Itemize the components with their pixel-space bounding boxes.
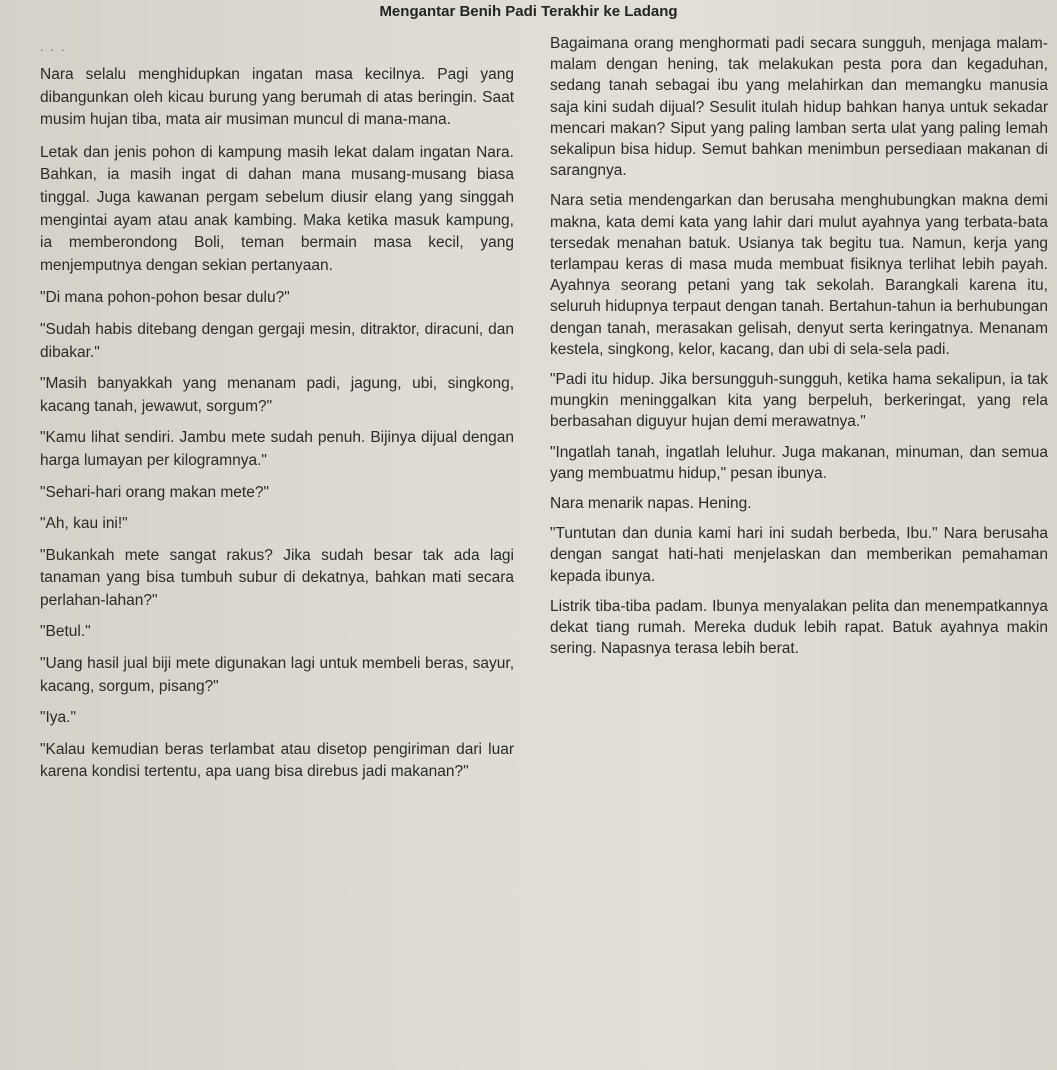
dialogue-line: "Padi itu hidup. Jika bersungguh-sungguh, ketika hama sekalipun, ia tak mungkin meninggalkan kita yang berpeluh, berkeringat, yang rela berbasahan diguyur hujan demi merawatnya." [550,371,1048,431]
dialogue-line: "Di mana pohon-pohon besar dulu?" [40,289,290,307]
paragraph: Bagaimana orang menghormati padi secara sungguh, menjaga malam-malam dengan hening, tak melakukan pesta pora dan kegaduhan, sedang tanah sebagai ibu yang melahirkan dan memangku manusia saja kini sudah dijual? Sesulit itulah hidup bahkan hanya untuk sekadar mencari makan? Siput yang paling lamban serta ulat yang paling lemah sekalipun bisa hidup. Semut bahkan menimbun persediaan makanan di sarangnya. [550,35,1048,180]
dialogue-line: "Masih banyakkah yang menanam padi, jagung, ubi, singkong, kacang tanah, jewawut, sorgum?" [40,375,514,415]
right-column [550,33,1048,668]
dialogue-line: "Sehari-hari orang makan mete?" [40,483,269,501]
dialogue-line: "Kamu lihat sendiri. Jambu mete sudah penuh. Bijinya dijual dengan harga lumayan per kilogramnya." [40,429,514,469]
page-title: Mengantar Benih Padi Terakhir ke Ladang [379,3,678,20]
dialogue-line: "Bukankah mete sangat rakus? Jika sudah besar tak ada lagi tanaman yang bisa tumbuh subur di dekatnya, bahkan mati secara perlahan-lahan?" [40,546,514,609]
ellipsis-marker: . . . [40,40,67,54]
dialogue-line: "Sudah habis ditebang dengan gergaji mesin, ditraktor, diracuni, dan dibakar." [40,320,514,361]
paragraph: Nara selalu menghidupkan ingatan masa kecilnya. Pagi yang dibangunkan oleh kicau burung yang berumah di atas beringin. Saat musim hujan tiba, mata air musiman muncul di mana-mana. [40,66,514,129]
dialogue-line: "Tuntutan dan dunia kami hari ini sudah berbeda, Ibu." Nara berusaha dengan sangat hati-hati menjelaskan dan memberikan pemahaman kepada ibunya. [550,525,1048,585]
dialogue-line: "Ingatlah tanah, ingatlah leluhur. Juga makanan, minuman, dan semua yang membuatmu hidup," pesan ibunya. [550,443,1048,482]
left-column [40,30,514,793]
dialogue-line: "Ah, kau ini!" [40,515,128,533]
paragraph: Nara menarik napas. Hening. [550,495,752,513]
dialogue-line: "Uang hasil jual biji mete digunakan lagi untuk membeli beras, sayur, kacang, sorgum, pisang?" [40,655,514,695]
dialogue-line: "Kalau kemudian beras terlambat atau disetop pengiriman dari luar karena kondisi tertentu, apa uang bisa direbus jadi makanan?" [40,740,514,781]
dialogue-line: "Iya." [40,709,76,727]
paragraph: Listrik tiba-tiba padam. Ibunya menyalakan pelita dan menempatkannya dekat tiang rumah. Mereka duduk lebih rapat. Batuk ayahnya makin sering. Napasnya terasa lebih berat. [550,597,1048,658]
dialogue-line: "Betul." [40,623,91,641]
paragraph: Letak dan jenis pohon di kampung masih lekat dalam ingatan Nara. Bahkan, ia masih ingat di dahan mana musang-musang biasa tinggal. Juga kawanan pergam sebelum diusir elang yang singgah mengintai ayam atau anak kambing. Maka ketika masuk kampung, ia memberondong Boli, teman bermain masa kecil, yang menjemputnya dengan sekian pertanyaan. [40,143,514,274]
paragraph: Nara setia mendengarkan dan berusaha menghubungkan makna demi makna, kata demi kata yang lahir dari mulut ayahnya yang terbata-bata tersedak menahan batuk. Usianya tak begitu tua. Namun, kerja yang terlampau keras di masa muda membuat fisiknya terlihat lebih payah. Ayahnya seorang petani yang tak sekolah. Barangkali karena itu, seluruh hidupnya terpaut dengan tanah. Bertahun-tahun ia berhubungan dengan tanah, merasakan gelisah, denyut serta keringatnya. Menanam kestela, singkong, kelor, kacang, dan ubi di sela-sela padi. [550,192,1048,358]
